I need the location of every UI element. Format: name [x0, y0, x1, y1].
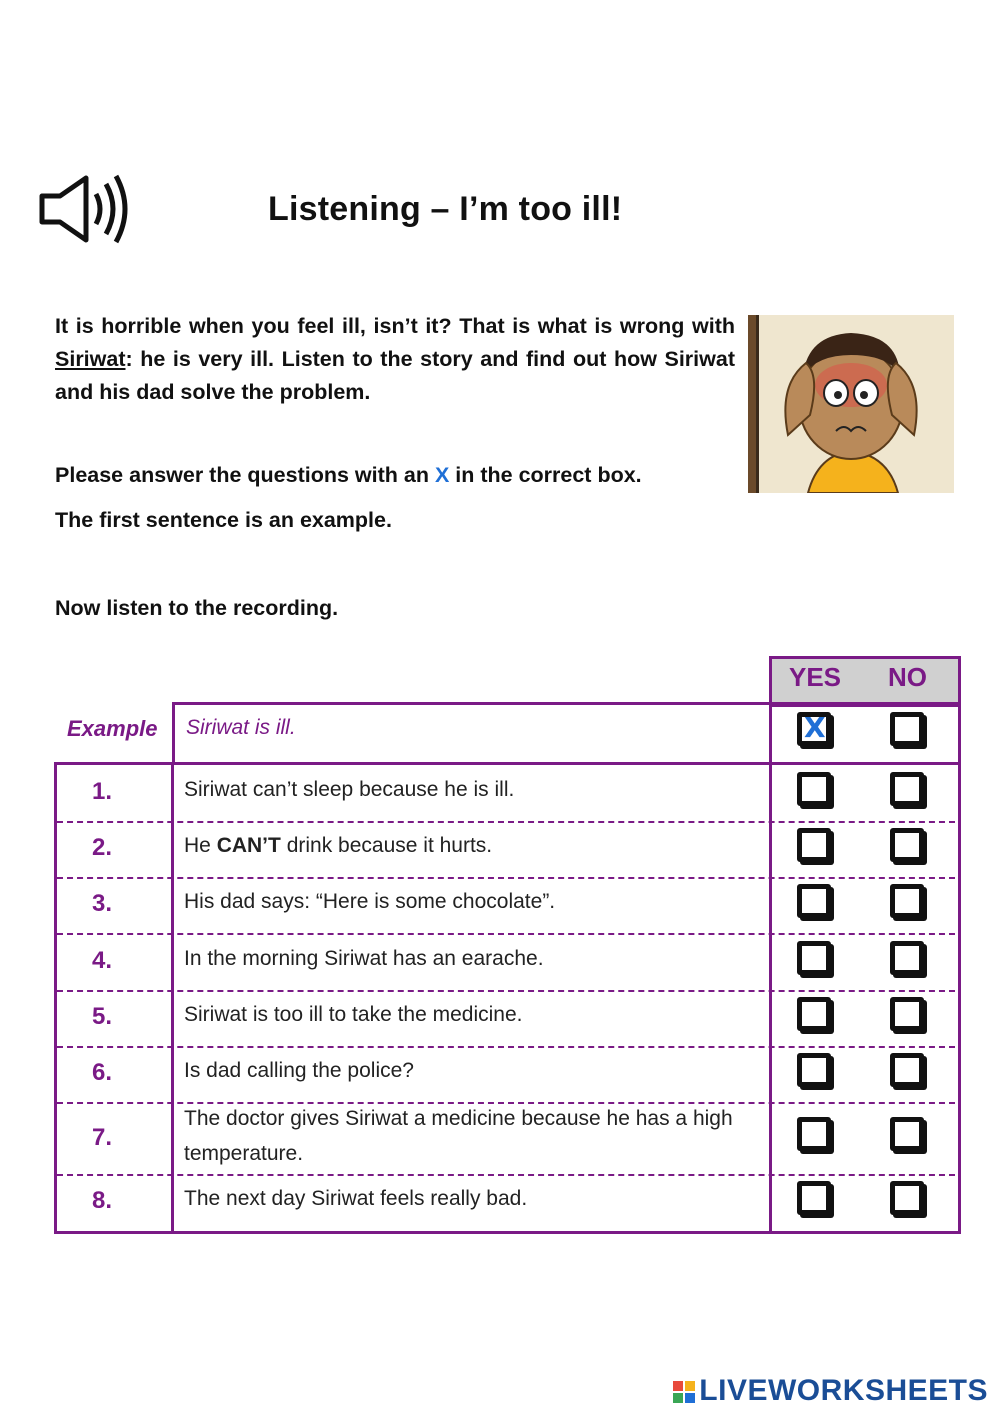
q6-yes-checkbox[interactable] — [797, 1053, 831, 1087]
q3-no-checkbox[interactable] — [890, 884, 924, 918]
sick-boy-illustration — [748, 315, 954, 493]
q7-no-checkbox[interactable] — [890, 1117, 924, 1151]
q2-yes-checkbox[interactable] — [797, 828, 831, 862]
row-divider — [57, 990, 955, 992]
example-no-checkbox[interactable] — [890, 712, 924, 746]
yes-header: YES — [789, 662, 842, 692]
question-number: 2. — [92, 834, 113, 861]
q1-no-checkbox[interactable] — [890, 772, 924, 806]
q5-yes-checkbox[interactable] — [797, 997, 831, 1031]
question-text: Is dad calling the police? — [184, 1059, 414, 1082]
question-text: He CAN’T drink because it hurts. — [184, 834, 493, 857]
q4-yes-checkbox[interactable] — [797, 941, 831, 975]
row-divider — [57, 933, 955, 935]
example-yes-checkbox[interactable] — [797, 712, 831, 746]
instruction-example: The first sentence is an example. — [55, 508, 392, 532]
page-title: Listening – I’m too ill! — [268, 190, 623, 228]
question-number: 4. — [92, 947, 113, 974]
row-divider — [57, 877, 955, 879]
q5-no-checkbox[interactable] — [890, 997, 924, 1031]
question-number: 6. — [92, 1059, 113, 1086]
column-divider — [769, 702, 772, 765]
q3-yes-checkbox[interactable] — [797, 884, 831, 918]
no-header: NO — [888, 662, 927, 692]
question-number: 1. — [92, 778, 113, 805]
question-text: His dad says: “Here is some chocolate”. — [184, 890, 556, 913]
liveworksheets-logo-icon — [673, 1381, 695, 1403]
question-text: In the morning Siriwat has an earache. — [184, 947, 544, 970]
x-mark: X — [804, 711, 826, 744]
instruction-listen: Now listen to the recording. — [55, 596, 339, 620]
brand-text: LIVEWORKSHEETS — [699, 1374, 988, 1407]
intro-paragraph: It is horrible when you feel ill, isn’t it? That is what is wrong with Siriwat: he is very ill. Listen to the story and find out how Siriwat and his dad solve the problem. — [55, 314, 735, 404]
example-text: Siriwat is ill. — [186, 716, 296, 739]
speaker-icon[interactable] — [36, 170, 136, 248]
question-number: 5. — [92, 1003, 113, 1030]
q2-no-checkbox[interactable] — [890, 828, 924, 862]
row-divider — [57, 821, 955, 823]
footer-brand[interactable] — [673, 1374, 988, 1408]
question-number: 7. — [92, 1124, 113, 1151]
column-divider — [769, 762, 772, 1234]
row-divider — [57, 1174, 955, 1176]
question-text: Siriwat can’t sleep because he is ill. — [184, 778, 515, 801]
q1-yes-checkbox[interactable] — [797, 772, 831, 806]
column-divider — [171, 762, 174, 1234]
example-label: Example — [67, 716, 158, 741]
question-number: 3. — [92, 890, 113, 917]
instruction-answer: Please answer the questions with an X in the correct box. — [55, 463, 642, 487]
question-text: The doctor gives Siriwat a medicine because he has a high temperature. — [184, 1107, 733, 1165]
q6-no-checkbox[interactable] — [890, 1053, 924, 1087]
q8-no-checkbox[interactable] — [890, 1181, 924, 1215]
question-number: 8. — [92, 1187, 113, 1214]
q8-yes-checkbox[interactable] — [797, 1181, 831, 1215]
row-divider — [57, 1046, 955, 1048]
question-text: The next day Siriwat feels really bad. — [184, 1187, 528, 1210]
name-siriwat: Siriwat — [55, 347, 126, 371]
question-text: Siriwat is too ill to take the medicine. — [184, 1003, 523, 1026]
q4-no-checkbox[interactable] — [890, 941, 924, 975]
q7-yes-checkbox[interactable] — [797, 1117, 831, 1151]
